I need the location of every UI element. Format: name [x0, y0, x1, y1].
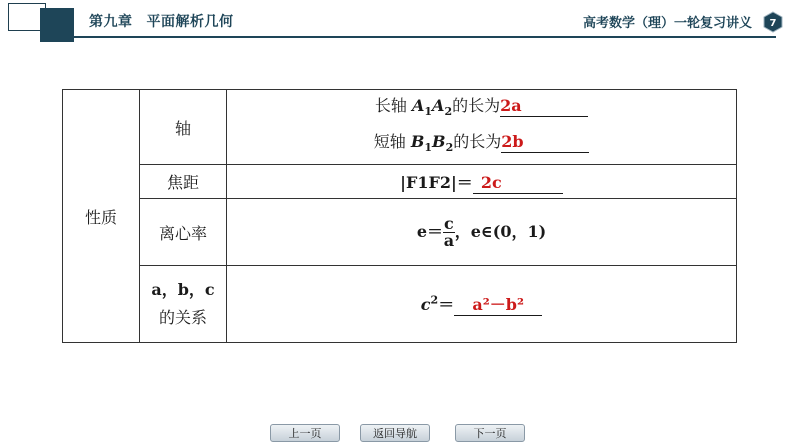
hexagon-icon [762, 11, 784, 33]
chapter-heading [89, 11, 248, 31]
eccentricity-label: 离心率 [140, 199, 227, 266]
page-number-badge [762, 11, 784, 33]
header-square-fill [40, 8, 74, 42]
relation-label: a，b，c 的关系 [140, 266, 227, 343]
page-number: 7 [769, 18, 777, 29]
prev-page-button[interactable]: 上一页 [270, 424, 340, 442]
table-row-relation [63, 266, 737, 343]
table-row-focal [63, 165, 737, 199]
minor-axis-line: 短轴 $B_1B_2$的长为2b [227, 131, 736, 159]
eccentricity-value: e＝ $\frac{c}{a}$ ，e∈(0，1) [227, 199, 737, 266]
major-axis-answer: 2a [500, 96, 588, 117]
focal-expression: |F1F2|＝ [400, 172, 473, 192]
chapter-number: 第九章 [89, 14, 133, 30]
header-rule [74, 36, 776, 38]
focal-answer: 2c [473, 173, 563, 194]
relation-value: $c^2= a^2-b^2$ [227, 266, 737, 343]
category-cell: 性质 [63, 90, 140, 343]
chapter-title: 平面解析几何 [146, 14, 234, 30]
axis-label: 轴 [140, 90, 227, 165]
ellipse-properties-table [62, 89, 737, 343]
table-row-axis [63, 90, 737, 165]
table-row-eccentricity [63, 199, 737, 266]
relation-answer: a²－b² [454, 295, 542, 316]
next-page-button[interactable]: 下一页 [455, 424, 525, 442]
return-navigation-button[interactable]: 返回导航 [360, 424, 430, 442]
major-axis-line: 长轴 $A_1A_2$的长为2a [227, 95, 736, 123]
axis-value [227, 90, 737, 165]
minor-axis-answer: 2b [501, 132, 589, 153]
eccentricity-fraction: $\frac{c}{a}$ [443, 213, 455, 250]
focal-value [227, 165, 737, 199]
focal-label: 焦距 [140, 165, 227, 199]
book-title: 高考数学（理）一轮复习讲义 [582, 16, 752, 31]
